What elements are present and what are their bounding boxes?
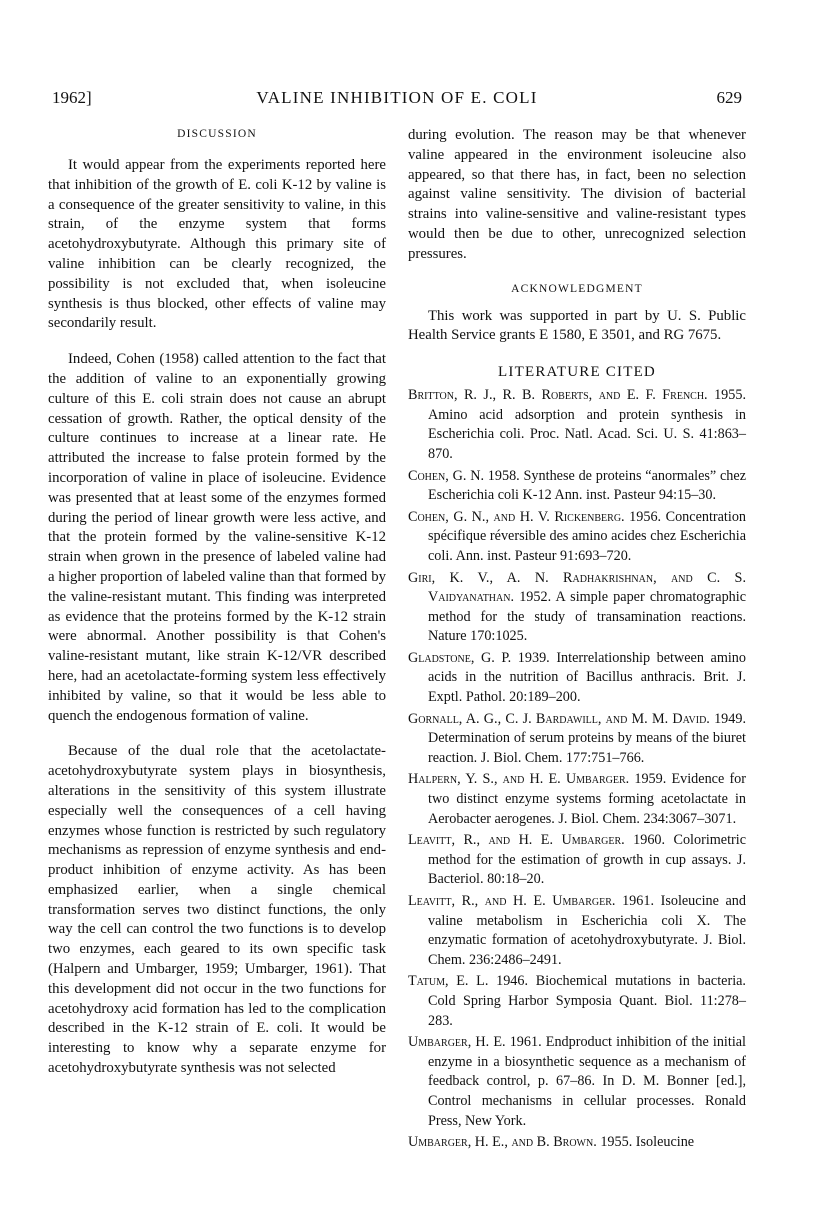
reference-item <box>408 1133 746 1153</box>
reference-text: 1946. Biochemical mutations in bacteria. Cold Spring Harbor Symposia Quant. Biol. 11:278–283. <box>428 973 746 1029</box>
discussion-heading: DISCUSSION <box>177 128 257 140</box>
reference-item <box>408 386 746 464</box>
page-number: 629 <box>716 88 742 107</box>
reference-item <box>408 831 746 890</box>
reference-author: Leavitt, R., and H. E. Umbarger. <box>408 893 616 910</box>
reference-item <box>408 892 746 970</box>
reference-item <box>408 770 746 829</box>
discussion-continuation: during evolution. The reason may be that whenever valine appeared in the environment isoleucine also appeared, so that there has, in fact, been no selection against valine sensitivity. The division of bacterial strains into valine-sensitive and valine-resistant types would then be due to other, unrecognized selection pressures. <box>408 127 746 262</box>
right-column <box>408 126 746 1155</box>
header-year: 1962] <box>52 88 92 107</box>
reference-list <box>408 386 746 1153</box>
reference-author: Gornall, A. G., C. J. Bardawill, and M. M. David. <box>408 710 710 727</box>
reference-item <box>408 649 746 708</box>
literature-heading: LITERATURE CITED <box>498 364 656 381</box>
discussion-paragraph-2: Indeed, Cohen (1958) called attention to the fact that the addition of valine to an exponentially growing culture of this E. coli strain does not cause an abrupt cessation of growth. Rather, the optical density of the culture continues to increase at a linear rate. He attributed the increase to false protein formed by the incorporation of valine in place of isoleucine. Evidence was presented that at least some of the enzymes formed during the period of linear growth were less active, and that the protein formed by the valine-sensitive K-12 strain when grown in the presence of labeled valine had a higher proportion of labeled valine than that formed by the valine-resistant mutant. This finding was interpreted as evidence that the proteins formed by the K-12 strain were abnormal. Another possibility is that Cohen's valine-resistant mutant, like strain K-12/VR described here, had an acetolactate-forming system less effectively inhibited by valine, so that it would be less able to quench the endogenous formation of valine. <box>48 351 386 724</box>
discussion-paragraph-3: Because of the dual role that the acetolactate-acetohydroxybutyrate system plays in biosynthesis, alterations in the sensitivity of this system illustrate especially well the consequences of a cell having enzymes whose function is restricted by such regulatory mechanisms as repression of enzyme synthesis and end-product inhibition of enzyme activity. As has been emphasized earlier, when a single chemical transformation serves two distinct functions, the only way the cell can control the two functions is to develop two enzymes, each geared to its own specific task (Halpern and Umbarger, 1959; Umbarger, 1961). That this development did not occur in the two functions for acetohydroxy acid formation has led to the complication described in the K-12 strain of E. coli. It would be interesting to know why a separate enzyme for acetohydroxybutyrate synthesis was not selected <box>48 743 386 1077</box>
reference-author: Cohen, G. N. <box>408 467 484 484</box>
reference-author: Cohen, G. N., and H. V. Rickenberg. <box>408 508 625 525</box>
reference-author: Leavitt, R., and H. E. Umbarger. <box>408 832 625 849</box>
reference-text: 1955. Isoleucine <box>596 1134 695 1151</box>
header-title: VALINE INHIBITION OF E. COLI <box>256 88 538 107</box>
reference-item <box>408 710 746 769</box>
reference-author: Umbarger, H. E., and B. Brown. <box>408 1134 597 1151</box>
reference-text: 1955. Amino acid adsorption and protein synthesis in Escherichia coli. Proc. Natl. Acad. Sci. U. S. 41:863–870. <box>428 387 746 462</box>
reference-item <box>408 569 746 647</box>
reference-text: 1958. Synthese de proteins “anormales” chez Escherichia coli K-12 Ann. inst. Pasteur 94:15–30. <box>428 467 746 504</box>
reference-item <box>408 972 746 1031</box>
reference-author: Tatum, E. L. <box>408 973 489 990</box>
reference-author: Umbarger, H. E. <box>408 1034 506 1051</box>
acknowledgment-text: This work was supported in part by U. S. Public Health Service grants E 1580, E 3501, and RG 7675. <box>408 307 746 344</box>
reference-text: 1956. Concentration spécifique réversible des amino acides chez Escherichia coli. Ann. inst. Pasteur 91:693–720. <box>428 508 747 564</box>
reference-author: Halpern, Y. S., and H. E. Umbarger. <box>408 771 630 788</box>
reference-text: 1952. A simple paper chromatographic method for the study of transamination reactions. Nature 170:1025. <box>428 589 746 645</box>
reference-item <box>408 508 746 567</box>
reference-author: Gladstone, G. P. <box>408 649 512 666</box>
reference-text: 1961. Isoleucine and valine metabolism in Escherichia coli X. The enzymatic formation of acetohydroxybutyrate. J. Biol. Chem. 236:2486–2491. <box>428 893 746 968</box>
acknowledgment-heading: ACKNOWLEDGMENT <box>511 282 643 295</box>
reference-text: 1949. Determination of serum proteins by means of the biuret reaction. J. Biol. Chem. 177:751–766. <box>428 710 746 766</box>
reference-item <box>408 1033 746 1131</box>
reference-author: Britton, R. J., R. B. Roberts, and E. F. French. <box>408 387 708 404</box>
reference-item <box>408 467 746 506</box>
reference-text: 1959. Evidence for two distinct enzyme systems forming acetolactate in Aerobacter aerogenes. J. Biol. Chem. 234:3067–3071. <box>428 771 746 827</box>
reference-text: 1960. Colorimetric method for the estimation of growth in cup assays. J. Bacteriol. 80:18–20. <box>428 832 747 888</box>
left-column <box>48 126 386 1095</box>
discussion-paragraph-1: It would appear from the experiments reported here that inhibition of the growth of E. coli K-12 by valine is a consequence of the greater sensitivity to valine, in this strain, of the enzyme system that forms acetohydroxybutyrate. Although this primary site of valine inhibition can be clearly recognized, the possibility is not excluded that, when isoleucine synthesis is thus blocked, other effects of valine may secondarily result. <box>48 157 386 332</box>
reference-text: 1939. Interrelationship between amino acids in the nutrition of Bacillus anthracis. Brit. J. Exptl. Pathol. 20:189–200. <box>428 649 746 706</box>
reference-text: 1961. Endproduct inhibition of the initial enzyme in a biosynthetic sequence as a mechanism of feedback control, p. 67–86. In D. M. Bonner [ed.], Control mechanisms in cellular processes. Ronald Press, New York. <box>428 1034 746 1129</box>
reference-author: Giri, K. V., A. N. Radhakrishnan, and C. S. Vaidyanathan. <box>408 569 746 606</box>
running-header <box>52 88 742 112</box>
